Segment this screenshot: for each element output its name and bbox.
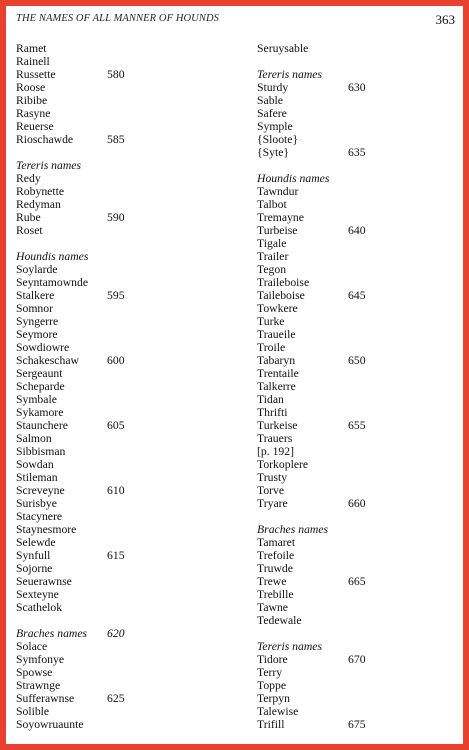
name-entry bbox=[257, 276, 457, 289]
entry-text: Sturdy bbox=[257, 81, 289, 94]
name-entry bbox=[16, 549, 231, 562]
name-entry bbox=[16, 653, 231, 666]
name-entry bbox=[16, 601, 231, 614]
entry-text: Solible bbox=[16, 705, 50, 718]
line-number: 615 bbox=[107, 549, 125, 562]
name-entry bbox=[257, 224, 457, 237]
entry-text: Turbeise bbox=[257, 224, 298, 237]
entry-text: Trefoile bbox=[257, 549, 295, 562]
name-entry bbox=[16, 42, 231, 55]
entry-text: Sufferawnse bbox=[16, 692, 75, 705]
name-entry bbox=[257, 445, 457, 458]
entry-text: Sowdan bbox=[16, 458, 54, 471]
entry-text: Solace bbox=[16, 640, 48, 653]
entry-text: Screveyne bbox=[16, 484, 65, 497]
name-entry bbox=[16, 263, 231, 276]
name-entry bbox=[16, 458, 231, 471]
name-entry bbox=[16, 224, 231, 237]
line-number: 645 bbox=[348, 289, 366, 302]
entry-text: {Syte} bbox=[257, 146, 289, 159]
name-entry bbox=[257, 484, 457, 497]
name-entry bbox=[257, 120, 457, 133]
entry-text: Tidore bbox=[257, 653, 288, 666]
name-entry bbox=[16, 679, 231, 692]
entry-text: Seruysable bbox=[257, 42, 309, 55]
name-entry bbox=[16, 666, 231, 679]
entry-text: Roose bbox=[16, 81, 46, 94]
entry-text: Safere bbox=[257, 107, 287, 120]
name-entry bbox=[257, 679, 457, 692]
entry-text: Ribibe bbox=[16, 94, 48, 107]
line-number: 600 bbox=[107, 354, 125, 367]
right-column bbox=[257, 42, 457, 731]
name-entry bbox=[257, 302, 457, 315]
name-entry bbox=[16, 354, 231, 367]
entry-text: Sergeaunt bbox=[16, 367, 63, 380]
entry-text: Trailer bbox=[257, 250, 289, 263]
name-entry bbox=[16, 341, 231, 354]
line-number: 610 bbox=[107, 484, 125, 497]
name-entry bbox=[257, 575, 457, 588]
name-entry bbox=[257, 341, 457, 354]
entry-text: Thrifti bbox=[257, 406, 288, 419]
name-entry bbox=[257, 705, 457, 718]
line-number: 675 bbox=[348, 718, 366, 731]
running-head: THE NAMES OF ALL MANNER OF HOUNDS bbox=[16, 13, 219, 24]
name-entry bbox=[257, 81, 457, 94]
entry-text: Tremayne bbox=[257, 211, 304, 224]
name-entry bbox=[16, 510, 231, 523]
entry-text: Tabaryn bbox=[257, 354, 296, 367]
line-number: 620 bbox=[107, 627, 125, 640]
name-entry bbox=[257, 315, 457, 328]
name-entry bbox=[16, 406, 231, 419]
entry-text: Salmon bbox=[16, 432, 52, 445]
entry-text: Trewe bbox=[257, 575, 287, 588]
entry-text: Symple bbox=[257, 120, 293, 133]
name-entry bbox=[16, 419, 231, 432]
name-entry bbox=[257, 432, 457, 445]
entry-text: Trentaile bbox=[257, 367, 299, 380]
name-entry bbox=[16, 276, 231, 289]
entry-text: Rasyne bbox=[16, 107, 51, 120]
name-entry bbox=[16, 133, 231, 146]
entry-text: Symbale bbox=[16, 393, 57, 406]
name-entry bbox=[16, 484, 231, 497]
name-entry bbox=[257, 380, 457, 393]
entry-text: Sykamore bbox=[16, 406, 64, 419]
entry-text: Stalkere bbox=[16, 289, 55, 302]
name-entry bbox=[257, 354, 457, 367]
line-number: 635 bbox=[348, 146, 366, 159]
line-number: 605 bbox=[107, 419, 125, 432]
name-entry bbox=[16, 393, 231, 406]
name-entry bbox=[257, 289, 457, 302]
name-entry bbox=[257, 497, 457, 510]
entry-text: Strawnge bbox=[16, 679, 61, 692]
entry-text: Torve bbox=[257, 484, 285, 497]
name-entry bbox=[16, 536, 231, 549]
entry-text: Soylarde bbox=[16, 263, 58, 276]
entry-text: Tigale bbox=[257, 237, 287, 250]
name-entry bbox=[16, 55, 231, 68]
section-heading bbox=[16, 627, 231, 640]
blank-line bbox=[16, 614, 231, 627]
name-entry bbox=[257, 666, 457, 679]
entry-text: Reuerse bbox=[16, 120, 54, 133]
blank-line bbox=[257, 159, 457, 172]
name-entry bbox=[16, 471, 231, 484]
blank-line bbox=[257, 627, 457, 640]
name-entry bbox=[257, 211, 457, 224]
left-column bbox=[16, 42, 231, 731]
entry-text: Sexteyne bbox=[16, 588, 59, 601]
name-entry bbox=[257, 393, 457, 406]
entry-text: Scheparde bbox=[16, 380, 65, 393]
entry-text: Seymore bbox=[16, 328, 58, 341]
line-number: 670 bbox=[348, 653, 366, 666]
line-number: 655 bbox=[348, 419, 366, 432]
name-entry bbox=[16, 497, 231, 510]
entry-text: Somnor bbox=[16, 302, 54, 315]
entry-text: Rainell bbox=[16, 55, 50, 68]
entry-text: Sowdiowre bbox=[16, 341, 70, 354]
name-entry bbox=[257, 42, 457, 55]
line-number: 630 bbox=[348, 81, 366, 94]
name-entry bbox=[16, 705, 231, 718]
name-entry bbox=[16, 211, 231, 224]
entry-text: Staunchere bbox=[16, 419, 68, 432]
blank-line bbox=[257, 510, 457, 523]
entry-text: Tegon bbox=[257, 263, 287, 276]
name-entry bbox=[257, 198, 457, 211]
name-entry bbox=[16, 328, 231, 341]
section-heading bbox=[257, 523, 457, 536]
name-entry bbox=[16, 185, 231, 198]
entry-text: Ramet bbox=[16, 42, 47, 55]
entry-text: Toppe bbox=[257, 679, 287, 692]
entry-text: Stacynere bbox=[16, 510, 63, 523]
name-entry bbox=[257, 263, 457, 276]
line-number: 590 bbox=[107, 211, 125, 224]
entry-text: Trebille bbox=[257, 588, 294, 601]
entry-text: Tawne bbox=[257, 601, 288, 614]
name-entry bbox=[16, 575, 231, 588]
entry-text: [p. 192] bbox=[257, 445, 295, 458]
name-entry bbox=[16, 120, 231, 133]
entry-text: Symfonye bbox=[16, 653, 65, 666]
entry-text: Stileman bbox=[16, 471, 58, 484]
name-entry bbox=[257, 94, 457, 107]
line-number: 595 bbox=[107, 289, 125, 302]
entry-text: Synfull bbox=[16, 549, 51, 562]
entry-text: Robynette bbox=[16, 185, 65, 198]
name-entry bbox=[257, 133, 457, 146]
entry-text: Torkoplere bbox=[257, 458, 309, 471]
name-entry bbox=[16, 367, 231, 380]
name-entry bbox=[16, 380, 231, 393]
blank-line bbox=[16, 146, 231, 159]
entry-text: Tereris names bbox=[257, 68, 323, 81]
name-entry bbox=[16, 432, 231, 445]
blank-line bbox=[257, 55, 457, 68]
name-entry bbox=[16, 68, 231, 81]
name-entry bbox=[16, 289, 231, 302]
section-heading bbox=[257, 172, 457, 185]
entry-text: Terry bbox=[257, 666, 283, 679]
entry-text: Sojorne bbox=[16, 562, 53, 575]
entry-text: Talbot bbox=[257, 198, 287, 211]
name-entry bbox=[16, 640, 231, 653]
entry-text: Talkerre bbox=[257, 380, 296, 393]
section-heading bbox=[16, 159, 231, 172]
entry-text: Syngerre bbox=[16, 315, 59, 328]
name-entry bbox=[257, 367, 457, 380]
name-entry bbox=[16, 302, 231, 315]
name-entry bbox=[257, 601, 457, 614]
entry-text: Braches names bbox=[257, 523, 329, 536]
entry-text: Tereris names bbox=[257, 640, 323, 653]
name-entry bbox=[16, 588, 231, 601]
name-entry bbox=[257, 562, 457, 575]
name-entry bbox=[257, 471, 457, 484]
name-entry bbox=[16, 94, 231, 107]
entry-text: Houndis names bbox=[16, 250, 89, 263]
name-entry bbox=[257, 237, 457, 250]
entry-text: Tereris names bbox=[16, 159, 82, 172]
name-entry bbox=[16, 172, 231, 185]
document-page bbox=[6, 6, 463, 744]
entry-text: Scathelok bbox=[16, 601, 63, 614]
name-entry bbox=[257, 614, 457, 627]
entry-text: Trusty bbox=[257, 471, 288, 484]
name-entry bbox=[16, 107, 231, 120]
entry-text: Truwde bbox=[257, 562, 293, 575]
entry-text: Towkere bbox=[257, 302, 298, 315]
name-entry bbox=[16, 562, 231, 575]
name-entry bbox=[257, 185, 457, 198]
entry-text: Tawndur bbox=[257, 185, 299, 198]
entry-text: Redyman bbox=[16, 198, 61, 211]
blank-line bbox=[16, 237, 231, 250]
name-entry bbox=[16, 692, 231, 705]
section-heading bbox=[16, 250, 231, 263]
name-entry bbox=[257, 692, 457, 705]
name-entry bbox=[16, 445, 231, 458]
entry-text: Turke bbox=[257, 315, 285, 328]
entry-text: Russette bbox=[16, 68, 56, 81]
line-number: 580 bbox=[107, 68, 125, 81]
line-number: 585 bbox=[107, 133, 125, 146]
entry-text: Schakeschaw bbox=[16, 354, 79, 367]
line-number: 665 bbox=[348, 575, 366, 588]
section-heading bbox=[257, 640, 457, 653]
entry-text: Redy bbox=[16, 172, 41, 185]
entry-text: Roset bbox=[16, 224, 43, 237]
line-number: 640 bbox=[348, 224, 366, 237]
section-heading bbox=[257, 68, 457, 81]
entry-text: Tryare bbox=[257, 497, 288, 510]
entry-text: Talewise bbox=[257, 705, 299, 718]
name-entry bbox=[257, 107, 457, 120]
entry-text: Turkeise bbox=[257, 419, 298, 432]
entry-text: {Sloote} bbox=[257, 133, 299, 146]
entry-text: Rube bbox=[16, 211, 41, 224]
entry-text: Staynesmore bbox=[16, 523, 77, 536]
name-entry bbox=[257, 536, 457, 549]
line-number: 660 bbox=[348, 497, 366, 510]
entry-text: Selewde bbox=[16, 536, 56, 549]
line-number: 625 bbox=[107, 692, 125, 705]
name-entry bbox=[257, 146, 457, 159]
name-entry bbox=[257, 250, 457, 263]
line-number: 650 bbox=[348, 354, 366, 367]
entry-text: Braches names bbox=[16, 627, 88, 640]
name-entry bbox=[16, 523, 231, 536]
name-entry bbox=[257, 406, 457, 419]
entry-text: Soyowruaunte bbox=[16, 718, 84, 731]
entry-text: Seuerawnse bbox=[16, 575, 72, 588]
entry-text: Tamaret bbox=[257, 536, 296, 549]
entry-text: Troile bbox=[257, 341, 286, 354]
entry-text: Taileboise bbox=[257, 289, 305, 302]
entry-text: Sable bbox=[257, 94, 283, 107]
entry-text: Seyntamowndе bbox=[16, 276, 89, 289]
entry-text: Terpyn bbox=[257, 692, 290, 705]
entry-text: Trauers bbox=[257, 432, 293, 445]
page-number: 363 bbox=[435, 12, 455, 27]
entry-text: Tedewale bbox=[257, 614, 302, 627]
name-entry bbox=[16, 315, 231, 328]
name-entry bbox=[257, 419, 457, 432]
name-entry bbox=[257, 328, 457, 341]
name-entry bbox=[16, 81, 231, 94]
name-entry bbox=[257, 653, 457, 666]
entry-text: Trifill bbox=[257, 718, 285, 731]
entry-text: Sibbisman bbox=[16, 445, 66, 458]
name-entry bbox=[257, 458, 457, 471]
entry-text: Tidan bbox=[257, 393, 284, 406]
entry-text: Spowse bbox=[16, 666, 53, 679]
entry-text: Traileboise bbox=[257, 276, 310, 289]
entry-text: Rioschawde bbox=[16, 133, 74, 146]
entry-text: Surisbye bbox=[16, 497, 57, 510]
entry-text: Houndis names bbox=[257, 172, 330, 185]
name-entry bbox=[257, 718, 457, 731]
name-entry bbox=[257, 588, 457, 601]
name-entry bbox=[257, 549, 457, 562]
entry-text: Traueile bbox=[257, 328, 296, 341]
name-entry bbox=[16, 198, 231, 211]
name-entry bbox=[16, 718, 231, 731]
